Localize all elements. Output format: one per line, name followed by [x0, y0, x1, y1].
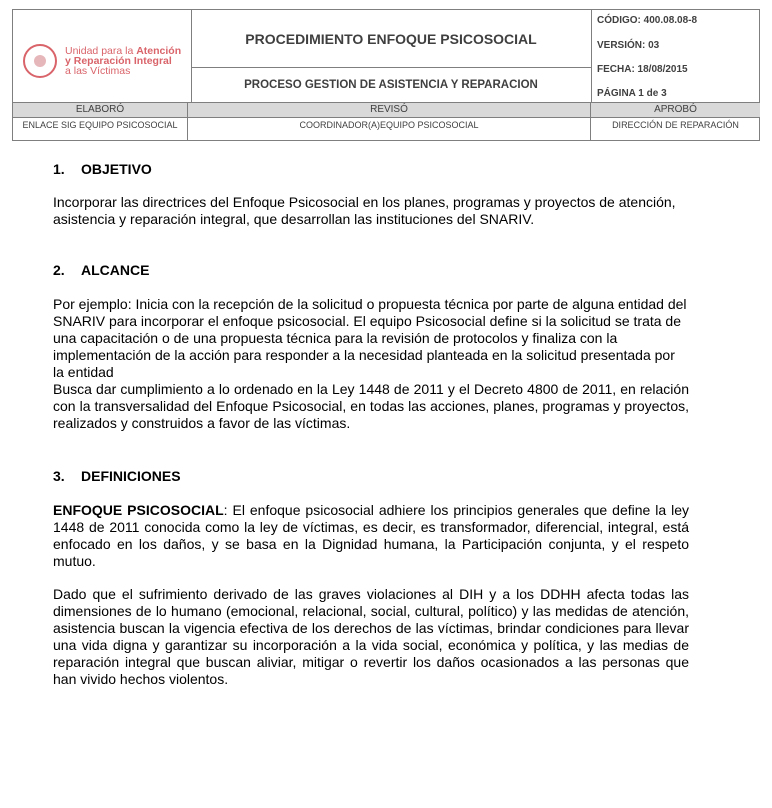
logo-text: Unidad para la Atención y Reparación Integral a las Víctimas [65, 45, 182, 77]
elaboro-value: ENLACE SIG EQUIPO PSICOSOCIAL [22, 120, 178, 130]
elaboro-label: ELABORÓ [13, 103, 187, 118]
unidad-victimas-logo [23, 42, 185, 82]
alcance-text-1: Por ejemplo: Inicia con la recepción de la solicitud o propuesta técnica por parte de alguna entidad del SNARIV para incorporar el enfoque psicosocial. El equipo Psicosocial define si la solicitud se trata de una capacitación o de una propuesta técnica para la revisión de protocolos y finaliza con la implementación de la acción para responder a la necesidad planteada en la solicitud presentada por la entidad [53, 296, 687, 380]
aprobo-value: DIRECCIÓN DE REPARACIÓN [612, 120, 739, 130]
fecha: FECHA: 18/08/2015 [597, 64, 688, 75]
elaboro-column [13, 103, 188, 140]
colombia-seal-icon [23, 44, 57, 78]
pagina: PÁGINA 1 de 3 [597, 88, 667, 99]
aprobo-column [591, 103, 760, 140]
version: VERSIÓN: 03 [597, 40, 660, 51]
definiciones-text-2: Dado que el sufrimiento derivado de las graves violaciones al DIH y a los DDHH afecta todas las dimensiones de lo humano (emocional, relacional, social, cultural, político) y las medidas de atención, asistencia buscan la vigencia efectiva de los derechos de las víctimas, brindar condiciones para llevar una vida digna y garantizar su incorporación a la vida social, económica y política, y las medias de reparación integral que buscan aliviar, mitigar o revertir los daños ocasionados a las personas que han vivido hechos violentos. [53, 586, 689, 687]
signature-table [12, 103, 760, 141]
metadata-cell [592, 10, 760, 102]
aprobo-label: APROBÓ [591, 103, 760, 118]
reviso-label: REVISÓ [188, 103, 590, 118]
document-title: PROCEDIMIENTO ENFOQUE PSICOSOCIAL [191, 10, 591, 68]
section-alcance-heading: 2. ALCANCE [53, 262, 150, 278]
title-cell [191, 10, 592, 102]
section-definiciones-heading: 3. DEFINICIONES [53, 468, 181, 484]
reviso-value: COORDINADOR(A)EQUIPO PSICOSOCIAL [299, 120, 479, 130]
codigo: CÓDIGO: 400.08.08-8 [597, 15, 698, 26]
section-objetivo-heading: 1. OBJETIVO [53, 161, 152, 177]
reviso-column [188, 103, 591, 140]
definition-text: : El enfoque psicosocial adhiere los principios generales que define la ley 1448 de 2011 conocida como la ley de víctimas, es decir, es transformador, diferencial, integral, está enfocado en los daños, y se basa en la Dignidad humana, la Participación conjunta, y el respeto mutuo. [53, 502, 689, 569]
alcance-text-2: Busca dar cumplimiento a lo ordenado en la Ley 1448 de 2011 y el Decreto 4800 de 2011, en relación con la transversalidad del Enfoque Psicosocial, en todas las acciones, planes, programas y proyectos, realizados y construidos a favor de las víctimas. [53, 381, 689, 431]
process-name: PROCESO GESTION DE ASISTENCIA Y REPARACION [244, 79, 538, 91]
definicion-enfoque-psicosocial [53, 502, 689, 570]
definition-term: ENFOQUE PSICOSOCIAL [53, 502, 224, 518]
objetivo-text: Incorporar las directrices del Enfoque Psicosocial en los planes, programas y proyectos de atención, asistencia y reparación integral, que desarrollan las instituciones del SNARIV. [53, 194, 676, 227]
document-header [12, 9, 760, 103]
logo-cell [13, 10, 192, 102]
